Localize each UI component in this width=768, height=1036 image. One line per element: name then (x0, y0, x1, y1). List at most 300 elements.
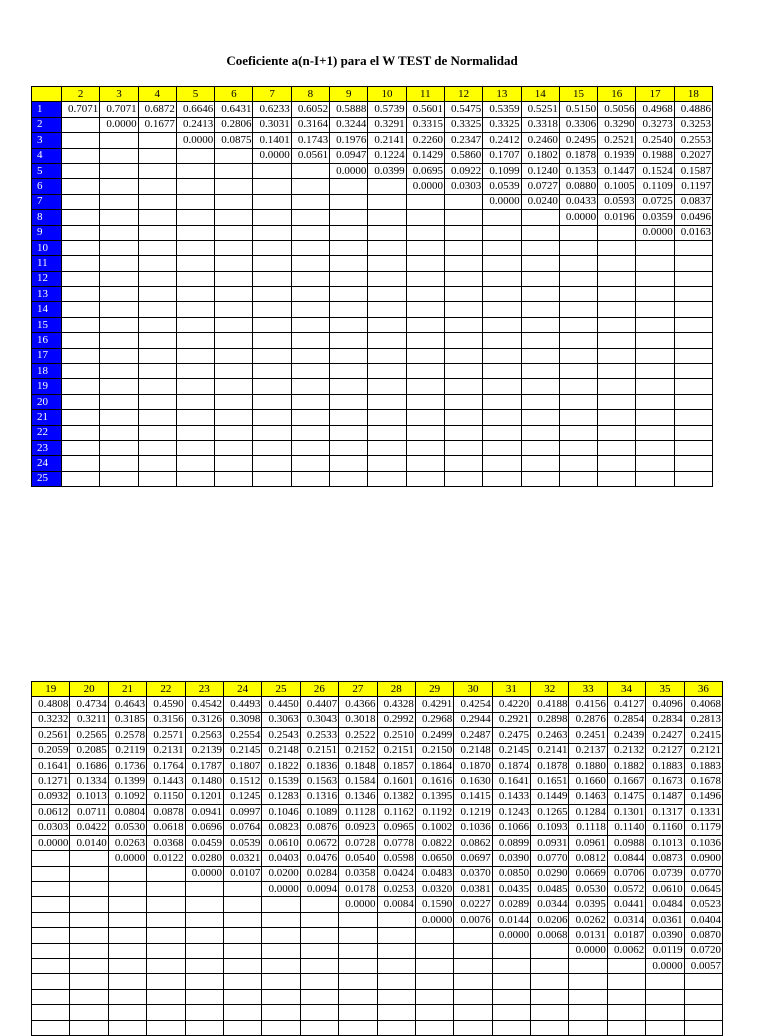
table-cell (300, 897, 338, 912)
table-cell: 0.0000 (108, 851, 146, 866)
table-cell (185, 912, 223, 927)
table-cell (291, 364, 329, 379)
table-cell (636, 394, 674, 409)
table-cell: 0.4366 (339, 697, 377, 712)
table-cell (454, 959, 492, 974)
table-cell: 0.0262 (569, 912, 607, 927)
table-cell: 0.2119 (108, 743, 146, 758)
table-cell (483, 287, 521, 302)
table-cell (674, 333, 712, 348)
table-cell: 0.7071 (100, 102, 138, 117)
table-cell (339, 1020, 377, 1035)
table-cell (62, 179, 100, 194)
table-cell: 0.1880 (569, 758, 607, 773)
table-cell: 0.0404 (684, 912, 722, 927)
table-cell (444, 456, 482, 471)
table-cell (330, 379, 368, 394)
header-row (32, 87, 713, 102)
table-cell (521, 471, 559, 486)
table-row (32, 133, 713, 148)
table-cell (406, 256, 444, 271)
table-cell (291, 471, 329, 486)
table-cell: 0.1736 (108, 758, 146, 773)
table-cell (521, 210, 559, 225)
table-cell (262, 974, 300, 989)
table-row (32, 456, 713, 471)
table-cell: 0.1219 (454, 805, 492, 820)
table-cell: 0.1677 (138, 117, 176, 132)
table-cell: 0.1179 (684, 820, 722, 835)
row-label: 15 (32, 317, 62, 332)
table-cell: 0.7071 (62, 102, 100, 117)
table-cell (253, 256, 291, 271)
table-cell: 0.6233 (253, 102, 291, 117)
table-cell (674, 302, 712, 317)
table-cell (569, 974, 607, 989)
table-cell (330, 456, 368, 471)
table-cell (253, 348, 291, 363)
table-cell: 0.0144 (492, 912, 530, 927)
table-cell (108, 882, 146, 897)
table-cell: 0.4156 (569, 697, 607, 712)
table-cell (215, 440, 253, 455)
table-cell (215, 256, 253, 271)
table-cell (215, 348, 253, 363)
table-cell (684, 974, 722, 989)
table-row (32, 712, 723, 727)
row-label: 25 (32, 471, 62, 486)
table-cell (531, 974, 569, 989)
table-cell: 0.2132 (607, 743, 645, 758)
table-cell (559, 364, 597, 379)
table-cell (62, 440, 100, 455)
table-cell (674, 364, 712, 379)
table-cell (559, 317, 597, 332)
column-header: 3 (100, 87, 138, 102)
table-cell (176, 210, 214, 225)
table-cell (330, 256, 368, 271)
table-cell (138, 148, 176, 163)
table-cell (569, 959, 607, 974)
table-cell (176, 256, 214, 271)
table-cell: 0.0290 (531, 866, 569, 881)
table-cell (406, 456, 444, 471)
table-row (32, 225, 713, 240)
table-cell: 0.4220 (492, 697, 530, 712)
table-cell (559, 333, 597, 348)
table-cell: 0.4808 (32, 697, 70, 712)
table-cell (368, 302, 406, 317)
table-cell: 0.2521 (598, 133, 636, 148)
table-cell (406, 425, 444, 440)
table-cell: 0.1743 (291, 133, 329, 148)
table-cell: 0.1443 (147, 774, 185, 789)
table-cell (559, 271, 597, 286)
table-cell: 0.0988 (607, 835, 645, 850)
table-cell: 0.6872 (138, 102, 176, 117)
table-row (32, 148, 713, 163)
table-cell (646, 1020, 684, 1035)
table-cell (492, 943, 530, 958)
table-cell: 0.2451 (569, 728, 607, 743)
table-cell: 0.0000 (32, 835, 70, 850)
table-cell (147, 974, 185, 989)
table-cell: 0.3325 (444, 117, 482, 132)
table-cell (32, 912, 70, 927)
table-cell (100, 287, 138, 302)
table-cell (185, 882, 223, 897)
table-cell (300, 943, 338, 958)
table-cell: 0.4886 (674, 102, 712, 117)
table-cell (531, 943, 569, 958)
table-cell: 0.0000 (339, 897, 377, 912)
table-cell: 0.2510 (377, 728, 415, 743)
table-cell: 0.2152 (339, 743, 377, 758)
table-cell (521, 379, 559, 394)
table-cell: 0.1245 (223, 789, 261, 804)
row-label: 1 (32, 102, 62, 117)
table-cell (569, 1005, 607, 1020)
table-cell: 0.1283 (262, 789, 300, 804)
table-cell: 0.1036 (684, 835, 722, 850)
table-cell: 0.4493 (223, 697, 261, 712)
table-cell (368, 379, 406, 394)
table-cell (138, 471, 176, 486)
table-cell: 0.3156 (147, 712, 185, 727)
table-cell (62, 117, 100, 132)
table-cell (415, 943, 453, 958)
table-cell (444, 225, 482, 240)
table-cell (62, 333, 100, 348)
table-cell: 0.2151 (300, 743, 338, 758)
table-cell: 0.0770 (531, 851, 569, 866)
table-cell: 0.1066 (492, 820, 530, 835)
table-cell: 0.4542 (185, 697, 223, 712)
table-cell (368, 410, 406, 425)
row-label: 6 (32, 179, 62, 194)
table-cell (684, 989, 722, 1004)
table-cell (100, 148, 138, 163)
table-cell (176, 440, 214, 455)
table-cell (108, 1020, 146, 1035)
table-cell: 0.0359 (636, 210, 674, 225)
table-cell (62, 133, 100, 148)
table-cell (176, 379, 214, 394)
table-cell (454, 1005, 492, 1020)
table-cell: 0.0000 (176, 133, 214, 148)
table-cell: 0.2412 (483, 133, 521, 148)
table-cell (291, 456, 329, 471)
table-cell (368, 333, 406, 348)
column-header: 31 (492, 682, 530, 697)
table-cell (62, 148, 100, 163)
table-cell (215, 471, 253, 486)
table-cell (32, 959, 70, 974)
table-cell: 0.0961 (569, 835, 607, 850)
table-cell (223, 928, 261, 943)
table-cell: 0.0612 (32, 805, 70, 820)
table-cell (598, 333, 636, 348)
table-row (32, 697, 723, 712)
table-cell: 0.2571 (147, 728, 185, 743)
table-cell (138, 379, 176, 394)
table-cell (569, 1020, 607, 1035)
table-cell (253, 456, 291, 471)
table-cell (70, 1005, 108, 1020)
table-cell: 0.0368 (147, 835, 185, 850)
table-cell (215, 302, 253, 317)
table-cell (176, 410, 214, 425)
table-cell (636, 425, 674, 440)
column-header: 18 (674, 87, 712, 102)
table-cell: 0.1590 (415, 897, 453, 912)
table-cell (330, 271, 368, 286)
table-cell (176, 194, 214, 209)
table-cell: 0.2460 (521, 133, 559, 148)
table-cell: 0.0441 (607, 897, 645, 912)
table-row (32, 974, 723, 989)
table-cell (70, 851, 108, 866)
table-cell (559, 410, 597, 425)
table-cell (377, 989, 415, 1004)
table-cell (62, 379, 100, 394)
table-cell: 0.1939 (598, 148, 636, 163)
table-cell (636, 456, 674, 471)
table-cell (521, 364, 559, 379)
table-cell (262, 1005, 300, 1020)
table-cell (108, 989, 146, 1004)
row-label: 10 (32, 240, 62, 255)
table-cell: 0.1587 (674, 163, 712, 178)
table-cell: 0.3315 (406, 117, 444, 132)
table-cell (674, 471, 712, 486)
row-label: 24 (32, 456, 62, 471)
table-cell (108, 959, 146, 974)
table-row (32, 333, 713, 348)
table-cell (253, 287, 291, 302)
table-cell: 0.2495 (559, 133, 597, 148)
table-cell (406, 194, 444, 209)
table-cell (253, 210, 291, 225)
table-cell (636, 317, 674, 332)
table-cell (70, 943, 108, 958)
table-cell: 0.1395 (415, 789, 453, 804)
table-cell (185, 928, 223, 943)
table-cell: 0.0163 (674, 225, 712, 240)
table-row (32, 302, 713, 317)
table-cell: 0.0358 (339, 866, 377, 881)
table-cell (147, 928, 185, 943)
table-cell (215, 148, 253, 163)
table-cell (377, 943, 415, 958)
table-cell: 0.1667 (607, 774, 645, 789)
table-cell (176, 302, 214, 317)
table-cell (444, 333, 482, 348)
table-cell: 0.0645 (684, 882, 722, 897)
table-cell (108, 1005, 146, 1020)
table-cell (636, 364, 674, 379)
table-cell: 0.1224 (368, 148, 406, 163)
table-cell (215, 456, 253, 471)
table-cell (415, 1020, 453, 1035)
column-header: 35 (646, 682, 684, 697)
table-cell (598, 317, 636, 332)
table-cell (32, 974, 70, 989)
table-cell (176, 394, 214, 409)
table-cell: 0.0200 (262, 866, 300, 881)
table-cell (444, 471, 482, 486)
table-cell (253, 364, 291, 379)
row-label: 18 (32, 364, 62, 379)
table-cell: 0.1433 (492, 789, 530, 804)
column-header: 9 (330, 87, 368, 102)
table-row (32, 256, 713, 271)
table-cell (262, 959, 300, 974)
column-header: 10 (368, 87, 406, 102)
table-cell: 0.4127 (607, 697, 645, 712)
table-cell (646, 989, 684, 1004)
table-cell (176, 163, 214, 178)
table-cell (330, 333, 368, 348)
table-cell (138, 425, 176, 440)
table-cell: 0.2533 (300, 728, 338, 743)
table-cell: 0.1301 (607, 805, 645, 820)
table-cell: 0.1882 (607, 758, 645, 773)
table-cell (138, 410, 176, 425)
table-cell (598, 256, 636, 271)
table-cell (215, 194, 253, 209)
table-cell (483, 317, 521, 332)
table-cell (483, 456, 521, 471)
table-cell: 0.0321 (223, 851, 261, 866)
table-cell (262, 989, 300, 1004)
table-cell: 0.1046 (262, 805, 300, 820)
table-cell: 0.0618 (147, 820, 185, 835)
table-cell (368, 394, 406, 409)
table-cell (138, 194, 176, 209)
table-cell: 0.1496 (684, 789, 722, 804)
table-cell: 0.1864 (415, 758, 453, 773)
table-cell (646, 1005, 684, 1020)
table-cell: 0.5601 (406, 102, 444, 117)
table-cell (598, 379, 636, 394)
table-cell (108, 866, 146, 881)
table-cell (100, 410, 138, 425)
table-cell (607, 1005, 645, 1020)
table-cell: 0.4068 (684, 697, 722, 712)
table-cell: 0.1316 (300, 789, 338, 804)
table-cell: 0.1109 (636, 179, 674, 194)
table-cell (521, 225, 559, 240)
table-cell (521, 394, 559, 409)
table-cell (185, 897, 223, 912)
table-cell: 0.5475 (444, 102, 482, 117)
table-cell (483, 225, 521, 240)
table-cell: 0.0598 (377, 851, 415, 866)
table-cell (521, 317, 559, 332)
table-cell (100, 163, 138, 178)
table-cell (100, 456, 138, 471)
table-cell (444, 317, 482, 332)
table-row (32, 194, 713, 209)
table-cell (454, 974, 492, 989)
table-cell: 0.1331 (684, 805, 722, 820)
table-row (32, 959, 723, 974)
table-cell (483, 410, 521, 425)
column-header: 25 (262, 682, 300, 697)
table-cell (291, 302, 329, 317)
table-cell: 0.2150 (415, 743, 453, 758)
table-cell (406, 333, 444, 348)
table-cell (176, 348, 214, 363)
table-cell: 0.0931 (531, 835, 569, 850)
table-cell (339, 959, 377, 974)
table-cell (223, 1005, 261, 1020)
table-cell: 0.1334 (70, 774, 108, 789)
table-cell (291, 225, 329, 240)
table-cell: 0.3291 (368, 117, 406, 132)
table-cell: 0.2968 (415, 712, 453, 727)
table-cell (636, 440, 674, 455)
row-label: 4 (32, 148, 62, 163)
table-cell: 0.0610 (262, 835, 300, 850)
table-cell (32, 989, 70, 1004)
table-cell: 0.1883 (646, 758, 684, 773)
column-header: 6 (215, 87, 253, 102)
table-cell (646, 974, 684, 989)
column-header: 36 (684, 682, 722, 697)
table-row (32, 394, 713, 409)
table-cell (330, 179, 368, 194)
table-cell (223, 959, 261, 974)
table-cell (415, 974, 453, 989)
table-cell (636, 256, 674, 271)
table-cell: 0.0370 (454, 866, 492, 881)
table-cell (70, 897, 108, 912)
table-cell (454, 928, 492, 943)
table-cell: 0.2834 (646, 712, 684, 727)
table-cell: 0.0697 (454, 851, 492, 866)
table-cell: 0.2427 (646, 728, 684, 743)
table-cell (100, 302, 138, 317)
table-cell (598, 394, 636, 409)
table-cell (70, 989, 108, 1004)
table-cell: 0.0206 (531, 912, 569, 927)
table-cell (138, 440, 176, 455)
table-cell: 0.0739 (646, 866, 684, 881)
table-cell: 0.0084 (377, 897, 415, 912)
table-cell (291, 256, 329, 271)
table-cell: 0.1463 (569, 789, 607, 804)
table-cell (636, 348, 674, 363)
table-cell (176, 471, 214, 486)
table-cell: 0.2413 (176, 117, 214, 132)
row-label: 17 (32, 348, 62, 363)
table-cell: 0.0804 (108, 805, 146, 820)
table-cell: 0.0485 (531, 882, 569, 897)
table-cell: 0.6052 (291, 102, 329, 117)
column-header: 32 (531, 682, 569, 697)
table-cell (138, 256, 176, 271)
table-cell (223, 897, 261, 912)
table-cell (483, 302, 521, 317)
table-cell: 0.1201 (185, 789, 223, 804)
header-row (32, 682, 723, 697)
table-cell (406, 348, 444, 363)
table-cell (223, 943, 261, 958)
table-cell: 0.0140 (70, 835, 108, 850)
table-cell (636, 271, 674, 286)
